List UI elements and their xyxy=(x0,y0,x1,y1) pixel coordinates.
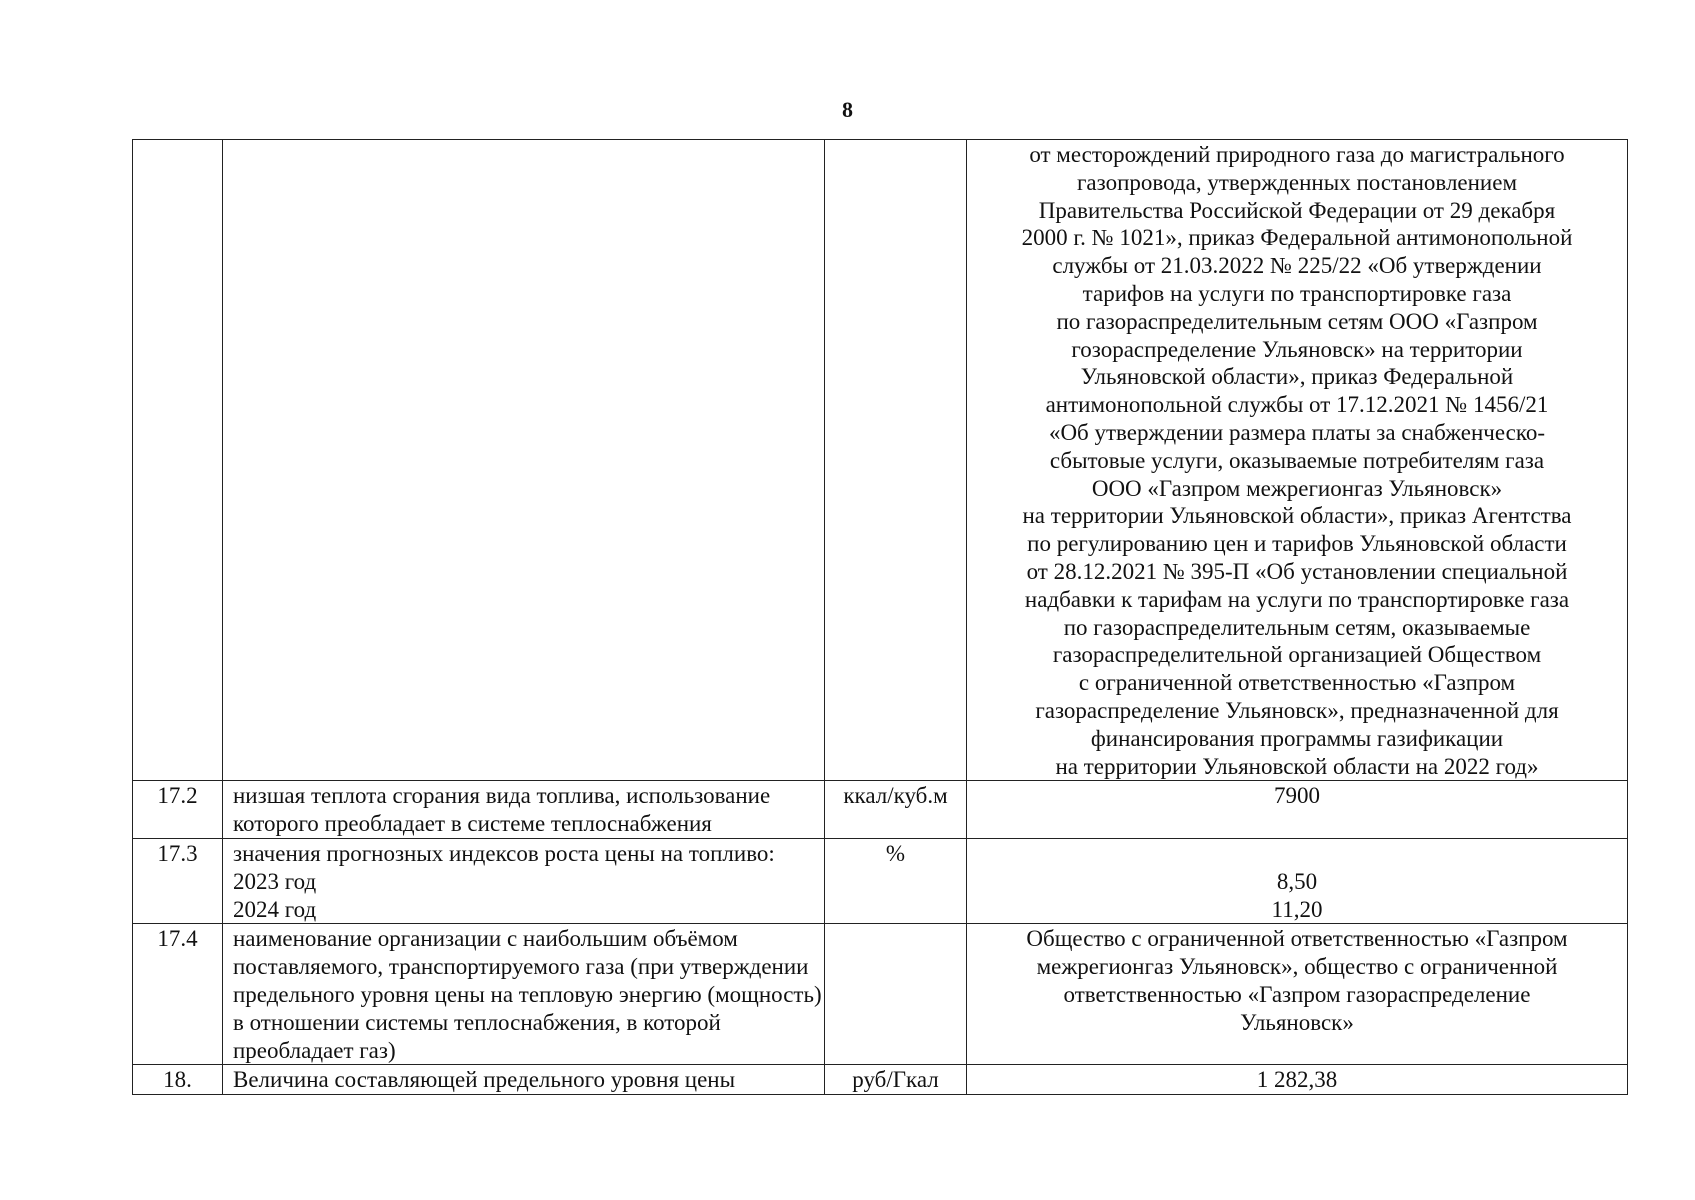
value-line: с ограниченной ответственностью «Газпром xyxy=(1078,670,1516,696)
value-line: от 28.12.2021 № 395-П «Об установлении специальной xyxy=(1026,558,1568,584)
value-line: 11,20 xyxy=(1271,896,1323,922)
value-line: газораспределительной организацией Обществом xyxy=(1052,642,1542,668)
value-line: Правительства Российской Федерации от 29 декабря xyxy=(1038,197,1556,223)
value-cell xyxy=(967,924,1628,1065)
description-line: 2024 год xyxy=(233,896,317,922)
unit-cell: % xyxy=(825,838,967,923)
description-cell xyxy=(223,1065,825,1095)
value-cell xyxy=(967,838,1628,923)
table-row xyxy=(133,1065,1628,1095)
description-line: низшая теплота сгорания вида топлива, использование xyxy=(233,783,771,809)
value-line: газопровода, утвержденных постановлением xyxy=(1076,169,1518,195)
value-line: на территории Ульяновской области на 2022 год» xyxy=(1055,753,1539,779)
table-row xyxy=(133,924,1628,1065)
unit-cell xyxy=(825,140,967,781)
value-cell xyxy=(967,140,1628,781)
value-line: от месторождений природного газа до магистрального xyxy=(1029,142,1565,167)
value-line: по газораспределительным сетям ООО «Газпром xyxy=(1056,308,1538,334)
value-line: тарифов на услуги по транспортировке газа xyxy=(1082,280,1512,306)
value-line: ООО «Газпром межрегионгаз Ульяновск» xyxy=(1091,475,1503,501)
value-line: гозораспределение Ульяновск» на территории xyxy=(1071,336,1523,362)
value-line: Ульяновск» xyxy=(1240,1009,1354,1035)
row-number-cell xyxy=(133,140,223,781)
tariff-table xyxy=(132,139,1628,1095)
unit-cell xyxy=(825,924,967,1065)
value-line xyxy=(977,840,1617,868)
unit-cell: руб/Гкал xyxy=(825,1065,967,1095)
value-line: 2000 г. № 1021», приказ Федеральной антимонопольной xyxy=(1021,225,1573,251)
description-cell xyxy=(223,924,825,1065)
description-cell xyxy=(223,781,825,839)
description-line: значения прогнозных индексов роста цены на топливо: xyxy=(233,840,775,866)
value-line: Ульяновской области», приказ Федеральной xyxy=(1080,364,1514,390)
value-line: сбытовые услуги, оказываемые потребителям газа xyxy=(1049,447,1545,473)
row-number-cell: 17.2 xyxy=(133,781,223,839)
description-line: преобладает газ) xyxy=(233,1037,396,1063)
value-cell xyxy=(967,781,1628,839)
table-row xyxy=(133,781,1628,839)
row-number-cell: 17.3 xyxy=(133,838,223,923)
value-line: ответственностью «Газпром газораспределение xyxy=(1063,981,1531,1007)
description-line: наименование организации с наибольшим объёмом xyxy=(233,926,738,952)
value-line: антимонопольной службы от 17.12.2021 № 1456/21 xyxy=(1045,392,1549,418)
value-line: по регулированию цен и тарифов Ульяновской области xyxy=(1027,531,1567,557)
value-line: газораспределение Ульяновск», предназначенной для xyxy=(1035,697,1559,723)
page-number: 8 xyxy=(842,97,853,122)
value-cell xyxy=(967,1065,1628,1095)
description-cell xyxy=(223,838,825,923)
table-row xyxy=(133,838,1628,923)
table-row xyxy=(133,140,1628,781)
description-line: Величина составляющей предельного уровня цены xyxy=(233,1067,736,1093)
value-line: надбавки к тарифам на услуги по транспортировке газа xyxy=(1024,586,1570,612)
value-line: 1 282,38 xyxy=(1256,1067,1338,1093)
value-line: Общество с ограниченной ответственностью «Газпром xyxy=(1026,926,1568,952)
row-number-cell: 18. xyxy=(133,1065,223,1095)
value-line: на территории Ульяновской области», приказ Агентства xyxy=(1022,503,1572,529)
value-line: по газораспределительным сетям, оказываемые xyxy=(1063,614,1531,640)
value-line: 8,50 xyxy=(1276,868,1318,894)
description-line: в отношении системы теплоснабжения, в которой xyxy=(233,1009,721,1035)
description-line: предельного уровня цены на тепловую энергию (мощность) xyxy=(233,981,822,1007)
value-line: 7900 xyxy=(1274,783,1320,809)
unit-cell: ккал/куб.м xyxy=(825,781,967,839)
description-line: поставляемого, транспортируемого газа (при утверждении xyxy=(233,954,809,980)
row-number-cell: 17.4 xyxy=(133,924,223,1065)
value-line: межрегионгаз Ульяновск», общество с ограниченной xyxy=(1036,954,1558,980)
description-line: которого преобладает в системе теплоснабжения xyxy=(233,811,712,837)
value-line: службы от 21.03.2022 № 225/22 «Об утверждении xyxy=(1052,253,1542,279)
description-cell xyxy=(223,140,825,781)
value-line: «Об утверждении размера платы за снабженческо- xyxy=(1048,419,1546,445)
description-line: 2023 год xyxy=(233,868,317,894)
value-line: финансирования программы газификации xyxy=(1090,725,1504,751)
